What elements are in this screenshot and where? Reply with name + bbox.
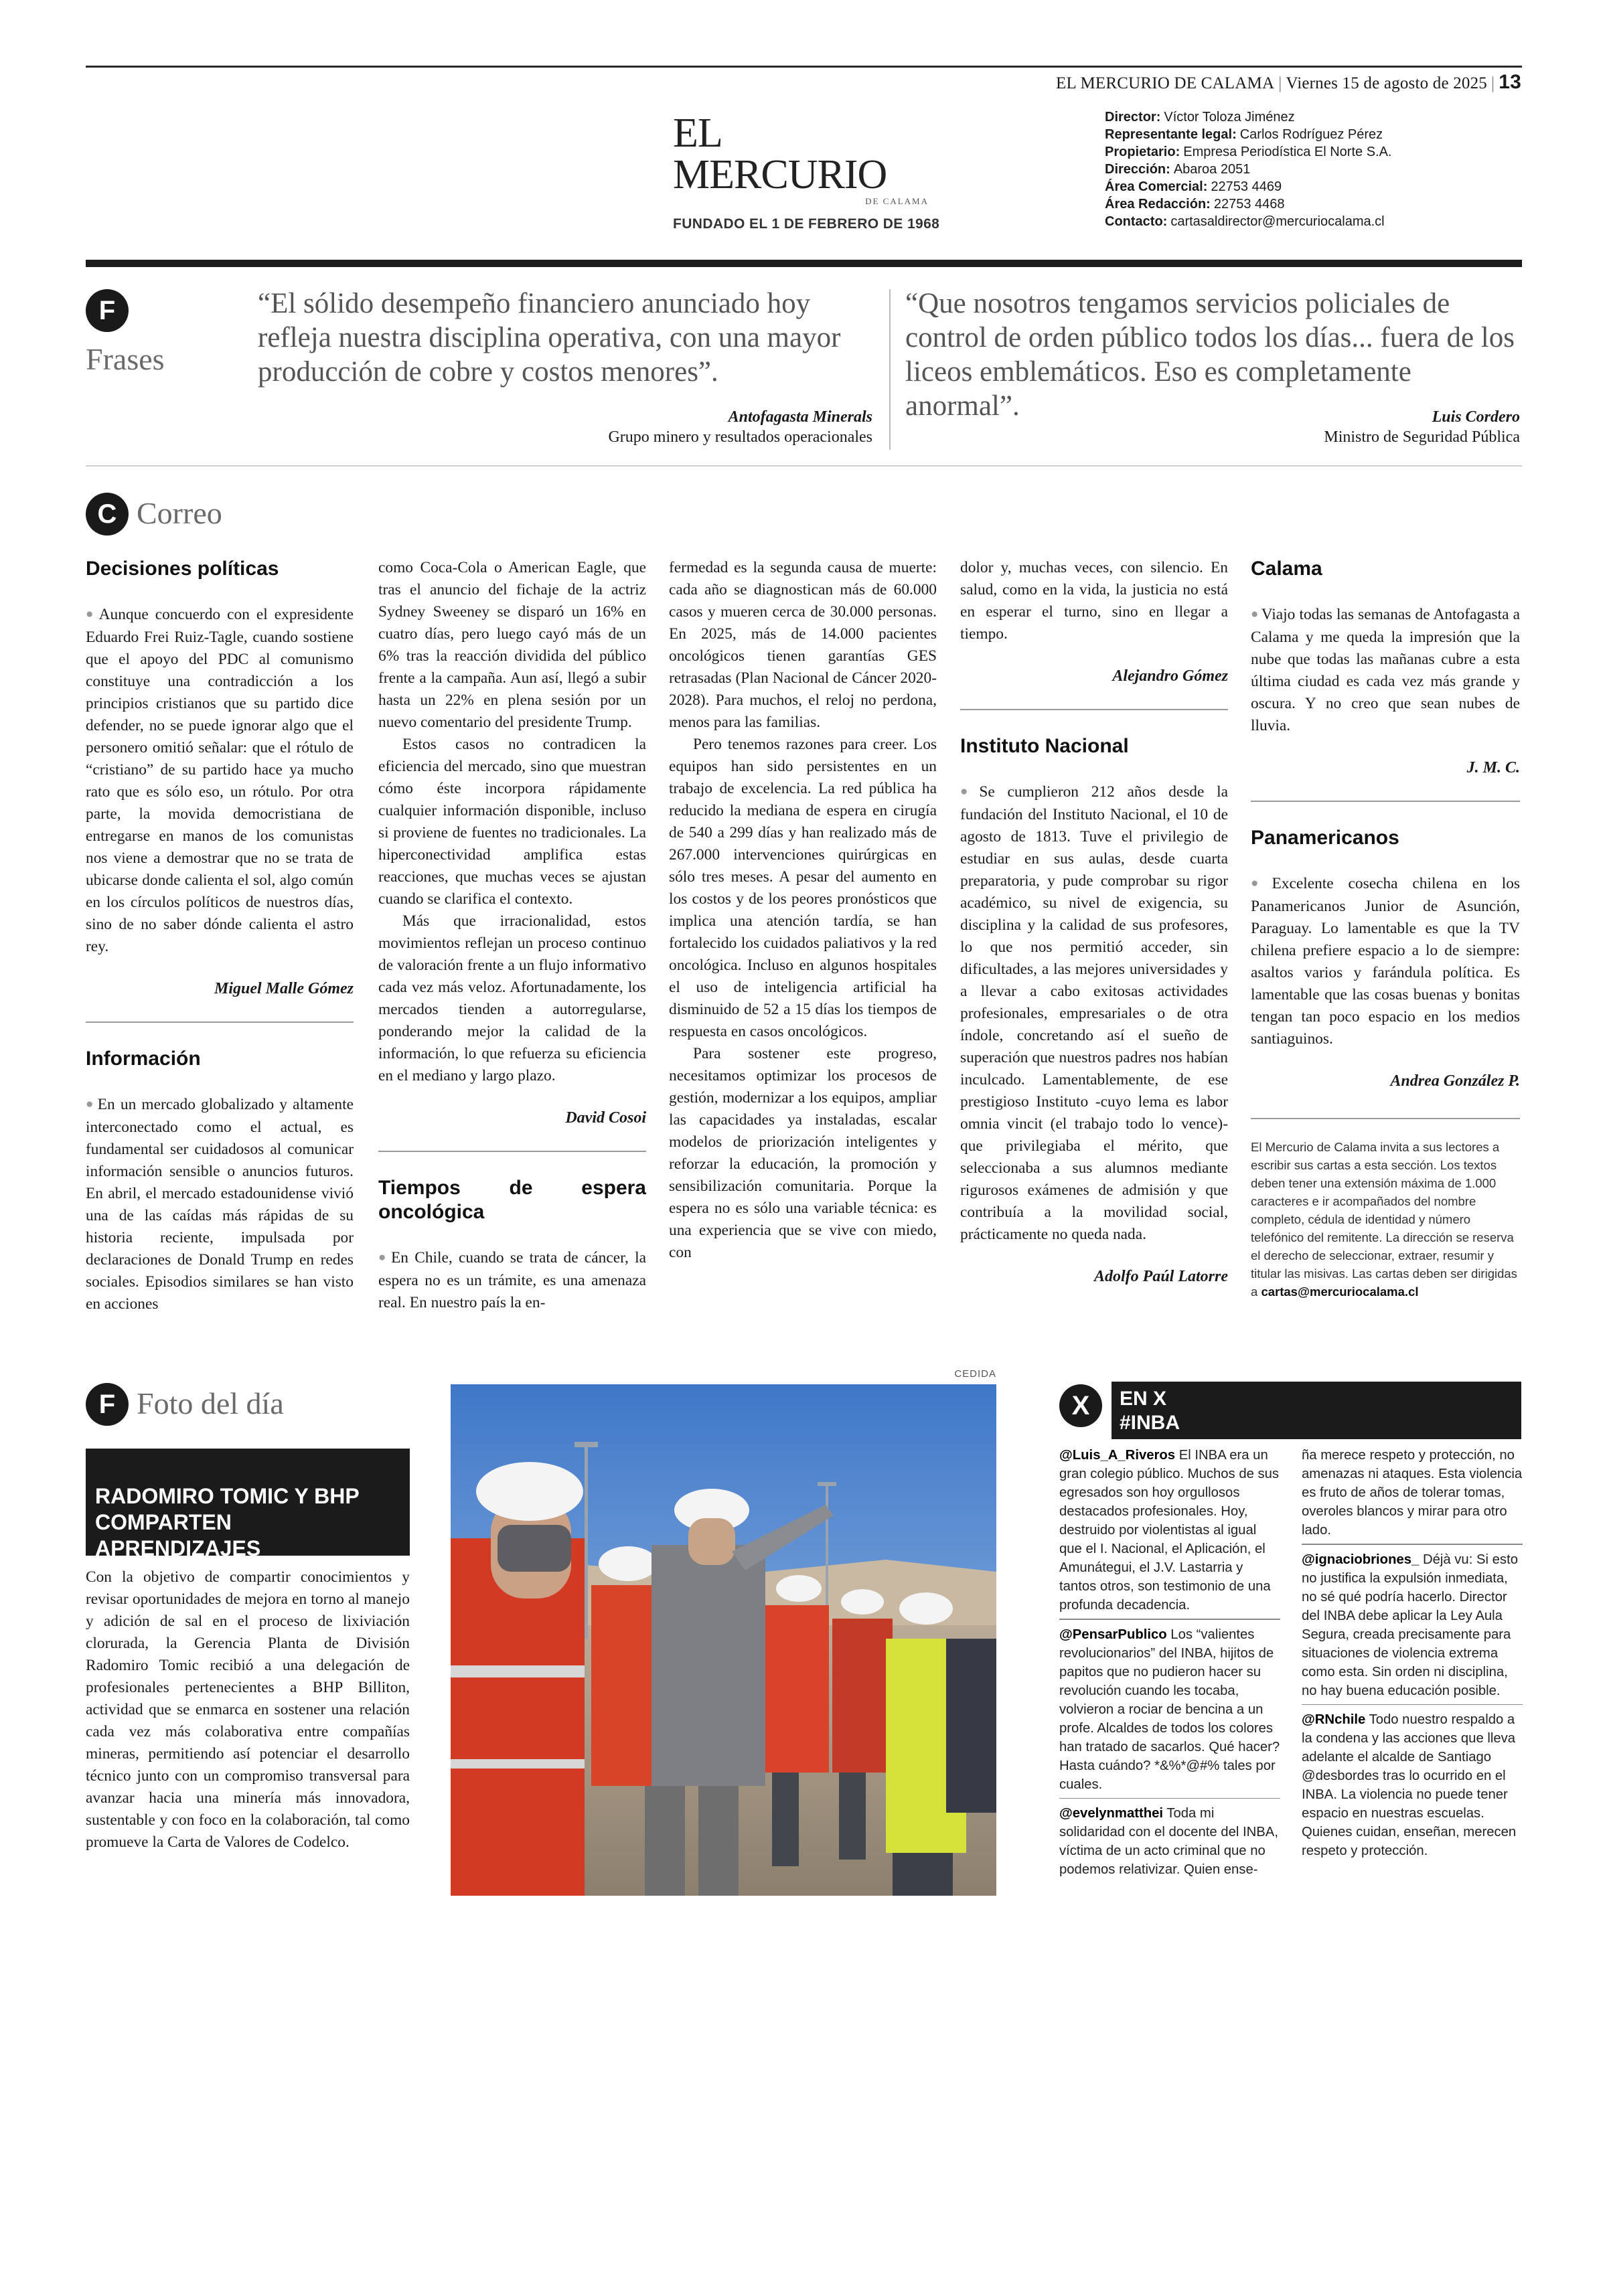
foto-title: Foto del día <box>137 1386 284 1420</box>
enx-header <box>1112 1382 1521 1439</box>
quote-2-role: Ministro de Seguridad Pública <box>1324 428 1520 446</box>
quote-1-role: Grupo minero y resultados operacionales <box>608 428 872 446</box>
correo-column-2 <box>378 557 646 1314</box>
correo-column-4 <box>960 557 1228 1288</box>
quote-1-attribution <box>258 407 872 447</box>
letter-heading-panamericanos: Panamericanos <box>1251 827 1399 849</box>
quote-1: “El sólido desempeño financiero anunciado hoy refleja nuestra disciplina operativa, con una mayor producción de cobre y costos menores”. <box>258 288 841 388</box>
letter-heading-decisiones: Decisiones políticas <box>86 558 279 580</box>
quote-1-author: Antofagasta Minerals <box>728 408 872 426</box>
photo-credit: CEDIDA <box>954 1368 996 1380</box>
tweet-handle[interactable]: @Luis_A_Riveros <box>1059 1448 1176 1463</box>
tweet <box>1059 1446 1280 1615</box>
publication-name: EL MERCURIO DE CALAMA <box>1056 74 1275 92</box>
foto-badge-icon: F <box>86 1383 129 1426</box>
staff-contact[interactable]: Contacto: cartasaldirector@mercuriocalama.cl <box>1105 214 1385 229</box>
photo-mining-visit <box>451 1384 996 1896</box>
letter-body: ● Se cumplieron 212 años desde la fundación del Instituto Nacional, el 10 de agosto de 1813. Tuve el privilegio de estudiar en sus aulas, desde cuarta preparatoria, y pude comprobar su rigor académico, su nivel de exigencia, su disciplina y la calidad de sus profesores, lo que nos permitió acceder, sin dificultades, a las mejores universidades y a llevar a cabo exitosas actividades profesionales, empresariales o de otra índole, concretando así el sueño de superación que nuestros padres nos habían inculcado. Lamentablemente, de ese prestigioso Instituto -cuyo lema es labor omnia vincit (el trabajo todo lo vence)- que privilegiaba el mérito, que seleccionaba a sus alumnos mediante rigurosos exámenes de admisión y que contribuía a la movilidad social, prácticamente no queda nada. <box>960 781 1228 1246</box>
tweet <box>1302 1446 1523 1540</box>
staff-address: Dirección: Abaroa 2051 <box>1105 162 1251 177</box>
letter-body: Más que irracionalidad, estos movimientos reflejan un proceso continuo de valoración frente a un flujo informativo cada vez más veloz. Afortunadamente, los mercados tienden a autorregularse, ponderando mejor la calidad de la información, lo que refuerza su eficiencia en el mediano y largo plazo. <box>378 912 646 1084</box>
tweet <box>1059 1804 1280 1879</box>
letter-body: ● Viajo todas las semanas de Antofagasta a Calama y me queda la impresión que la nube que todas las mañanas cubre a esta última ciudad es cada vez más grande y oscura. Y no creo que sean nubes de lluvia. <box>1251 604 1520 737</box>
letter-signature: Alejandro Gómez <box>1112 667 1228 685</box>
masthead-logo: EL MERCURIO <box>673 110 887 197</box>
frases-badge-icon: F <box>86 289 129 332</box>
enx-hashtag[interactable]: #INBA <box>1120 1412 1180 1434</box>
frases-title: Frases <box>86 342 165 376</box>
tweet-text: Toda mi solidaridad con el docente del INBA, víctima de un acto criminal que no podemos relativizar. Quien ense- <box>1059 1806 1278 1877</box>
top-rule <box>86 66 1522 68</box>
tweet-text: Todo nuestro respaldo a la condena y las acciones que lleva adelante el alcalde de Santiago @desbordes tras lo ocurrido en el INBA. La violencia no puede tener espacio en nuestras escuelas. Quienes cuidan, enseñan, merecen respeto y protección. <box>1302 1712 1517 1858</box>
tweet-divider <box>1059 1619 1280 1620</box>
tweet-text: Déjà vu: Si esto no justifica la expulsión inmediata, no sé qué podría hacerlo. Director del INBA debe aplicar la Ley Aula Segura, creada precisamente para situaciones de violencia extrema como esta. Sin orden ni disciplina, no hay buena educación posible. <box>1302 1552 1518 1698</box>
letter-body: fermedad es la segunda causa de muerte: cada año se diagnostican más de 60.000 casos y mueren cerca de 30.000 personas. En 2025, más de 14.000 pacientes oncológicos tienen garantías GES retrasadas (Plan Nacional de Cáncer 2020-2028). Para muchos, el reloj no perdona, menos para las familias. <box>669 559 937 731</box>
tweet-handle[interactable]: @RNchile <box>1302 1712 1366 1727</box>
staff-box <box>1105 108 1520 230</box>
page-folio: EL MERCURIO DE CALAMA | Viernes 15 de agosto de 2025 | 13 <box>1056 71 1521 93</box>
letter-heading-instituto: Instituto Nacional <box>960 735 1129 757</box>
tweet-text: El INBA era un gran colegio público. Muchos de sus egresados son hoy orgullosos destacados profesionales. Hoy, destruido por violentistas al igual que el I. Nacional, el Aplicación, el Amunátegui, el J.V. Lastarria y tantos otros, son testimonio de una profunda decadencia. <box>1059 1448 1280 1613</box>
staff-director: Director: Víctor Toloza Jiménez <box>1105 110 1295 125</box>
staff-owner: Propietario: Empresa Periodística El Norte S.A. <box>1105 145 1392 159</box>
tweet-handle[interactable]: @PensarPublico <box>1059 1627 1167 1642</box>
section-divider <box>86 260 1522 267</box>
column-rule <box>378 1151 646 1152</box>
tweet <box>1059 1625 1280 1794</box>
letter-heading-tiempos: Tiempos de espera oncológica <box>378 1177 646 1223</box>
correo-column-3 <box>669 557 937 1264</box>
masthead <box>673 112 941 232</box>
correo-title: Correo <box>137 496 222 530</box>
letter-signature: J. M. C. <box>1466 759 1520 776</box>
letter-body: ● Excelente cosecha chilena en los Panamericanos Junior de Asunción, Paraguay. Lo lamentable es que la TV chilena prefiere espacio a lo de siempre: asaltos varios y farándula política. Es lamentable que las cosas buenas y bonitas tengan tan poco espacio en los medios santiaguinos. <box>1251 873 1520 1050</box>
tweet-divider <box>1302 1704 1523 1706</box>
letter-body: ● En Chile, cuando se trata de cáncer, la espera no es un trámite, es una amenaza real. En nuestro país la en- <box>378 1247 646 1314</box>
issue-date: Viernes 15 de agosto de 2025 <box>1286 74 1487 92</box>
masthead-city: DE CALAMA <box>865 196 929 206</box>
column-rule <box>1251 1118 1520 1119</box>
page-number: 13 <box>1499 71 1521 93</box>
quote-2-author: Luis Cordero <box>1432 408 1520 426</box>
column-rule <box>1251 801 1520 802</box>
founded-line: FUNDADO EL 1 DE FEBRERO DE 1968 <box>673 216 940 232</box>
letter-heading-calama: Calama <box>1251 558 1322 580</box>
letters-email[interactable]: cartas@mercuriocalama.cl <box>1261 1285 1419 1299</box>
letter-signature: David Cosoi <box>565 1109 646 1127</box>
letter-signature: Miguel Malle Gómez <box>214 980 354 997</box>
letter-body: Para sostener este progreso, necesitamos optimizar los procesos de gestión, modernizar a los equipos, ampliar las capacidades ya instaladas, escalar modelos de priorización inteligentes y reforzar la educación, la promoción y sensibilización comunitaria. Porque la espera no es sólo una variable técnica: es una experiencia que se vive con miedo, con <box>669 1045 937 1261</box>
quote-2: “Que nosotros tengamos servicios policiales de control de orden público todos los días... fuera de los liceos emblemáticos. Eso es completamente anormal”. <box>905 288 1515 422</box>
letter-body: Estos casos no contradicen la eficiencia del mercado, sino que muestran cómo éste incorpora rápidamente cualquier información disponible, incluso si proviene de fuentes no tradicionales. La hiperconectividad amplifica estas reacciones, que muchas veces se ajustan cuando se clarifica el contexto. <box>378 736 646 908</box>
enx-title: EN X <box>1120 1388 1167 1410</box>
correo-column-5 <box>1251 557 1520 1301</box>
x-logo-icon: X <box>1059 1384 1102 1427</box>
staff-newsroom: Área Redacción: 22753 4468 <box>1105 197 1285 212</box>
letter-heading-informacion: Información <box>86 1048 201 1070</box>
letter-signature: Andrea González P. <box>1390 1072 1520 1090</box>
quote-2-attribution <box>905 407 1520 447</box>
tweet <box>1302 1710 1523 1860</box>
letter-signature: Adolfo Paúl Latorre <box>1093 1268 1228 1285</box>
tweet-divider <box>1302 1544 1523 1545</box>
column-rule <box>86 1021 354 1023</box>
frases-bottom-rule <box>86 465 1522 467</box>
correo-badge-icon: C <box>86 493 129 536</box>
tweet-handle[interactable]: @evelynmatthei <box>1059 1806 1164 1821</box>
column-rule <box>960 709 1228 710</box>
tweet-handle[interactable]: @ignaciobriones_ <box>1302 1552 1420 1567</box>
letter-body: Pero tenemos razones para creer. Los equipos han sido persistentes en un trabajo de excelencia. La red pública ha reducido la mediana de espera en cirugía de 540 a 299 días y han realizado más de 267.000 intervenciones quirúrgicas en sólo tres meses. A pesar del aumento en los costos y de los peores pronósticos que implica una atención tardía, se han fortalecido los cuidados paliativos y la red oncológica. Incluso en algunos hospitales el uso de inteligencia artificial ha disminuido de 52 a 15 días los tiempos de respuesta en casos oncológicos. <box>669 736 937 1040</box>
tweets-column-2 <box>1302 1446 1523 1860</box>
staff-legal: Representante legal: Carlos Rodríguez Pérez <box>1105 127 1383 142</box>
staff-commercial: Área Comercial: 22753 4469 <box>1105 179 1282 194</box>
letter-body: dolor y, muchas veces, con silencio. En salud, como en la vida, la justicia no está en esperar el turno, sino en llegar a tiempo. <box>960 559 1228 643</box>
tweet-divider <box>1059 1798 1280 1799</box>
tweet-text: ña merece respeto y protección, no amenazas ni ataques. Esta violencia es fruto de años de tolerar tomas, overoles blancos y mirar para otro lado. <box>1302 1448 1523 1538</box>
tweet <box>1302 1550 1523 1700</box>
foto-caption-text: Con la objetivo de compartir conocimientos y revisar oportunidades de mejora en torno al manejo y adición de sal en el proceso de lixiviación clorurada, la Gerencia Planta de División Radomiro Tomic recibió a una delegación de profesionales pertenecientes a BHP Billiton, actividad que se enmarca en sostener una relación cada vez más colaborativa entre compañías mineras, permitiendo así potenciar el desarrollo técnico junto con un compromiso transversal para avanzar hacia una minería más innovadora, sustentable y con foco en la colaboración, tal como promueve la Carta de Valores de Codelco. <box>86 1568 410 1851</box>
letter-body: como Coca-Cola o American Eagle, que tras el anuncio del fichaje de la actriz Sydney Sweeney se disparó un 16% en cuatro días, pero luego cayó más de un 6% tras la reacción dividida del público frente a la campaña. Aun así, llegó a subir hasta un 22% en plena sesión por un nuevo comentario del presidente Trump. <box>378 559 646 731</box>
foto-headline: RADOMIRO TOMIC Y BHP COMPARTEN APRENDIZAJES <box>86 1449 410 1556</box>
correo-column-1 <box>86 557 354 1315</box>
tweet-text: Los “valientes revolucionarios” del INBA, hijitos de papitos que no pudieron hacer su revolución cuando les tocaba, volvieron a rociar de bencina a un profe. Alcaldes de todos los colores han tratado de sacarlos. Qué hacer? Hasta cuándo? *&%*@#% tales por cuales. <box>1059 1627 1280 1792</box>
letters-policy-note: El Mercurio de Calama invita a sus lectores a escribir sus cartas a esta sección. Los textos deben tener una extensión máxima de 1.000 caracteres e ir acompañados del nombre completo, cédula de identidad y número telefónico del remitente. La dirección se reserva el derecho de seleccionar, extraer, resumir y titular las misivas. Las cartas deben ser dirigidas a cartas@mercuriocalama.cl <box>1251 1140 1517 1299</box>
letter-body: ● Aunque concuerdo con el expresidente Eduardo Frei Ruiz-Tagle, cuando sostiene que el apoyo del PDC al comunismo constituye una contradicción a los principios cristianos que su partido dice defender, no se puede ignorar algo que el personero omitió señalar: que el rótulo de “cristiano” de su partido hace ya mucho rato que es sólo eso, un rótulo. Por otra parte, la movida democristiana de entregarse en manos de los comunistas nos viene a demostrar que no se trata de ubicarse donde calienta el sol, algo común en los círculos políticos de nuestros días, sino de no saber dónde calienta el astro rey. <box>86 604 354 958</box>
frases-divider <box>889 289 891 450</box>
tweets-column-1 <box>1059 1446 1280 1879</box>
letter-body: ● En un mercado globalizado y altamente interconectado como el actual, es fundamental ser cuidadosos al comunicar información sensible o anuncios futuros. En abril, el mercado estadounidense vivió una de las caídas más rápidas de su historia reciente, impulsada por declaraciones de Donald Trump en redes sociales. Episodios similares se han visto en acciones <box>86 1094 354 1315</box>
